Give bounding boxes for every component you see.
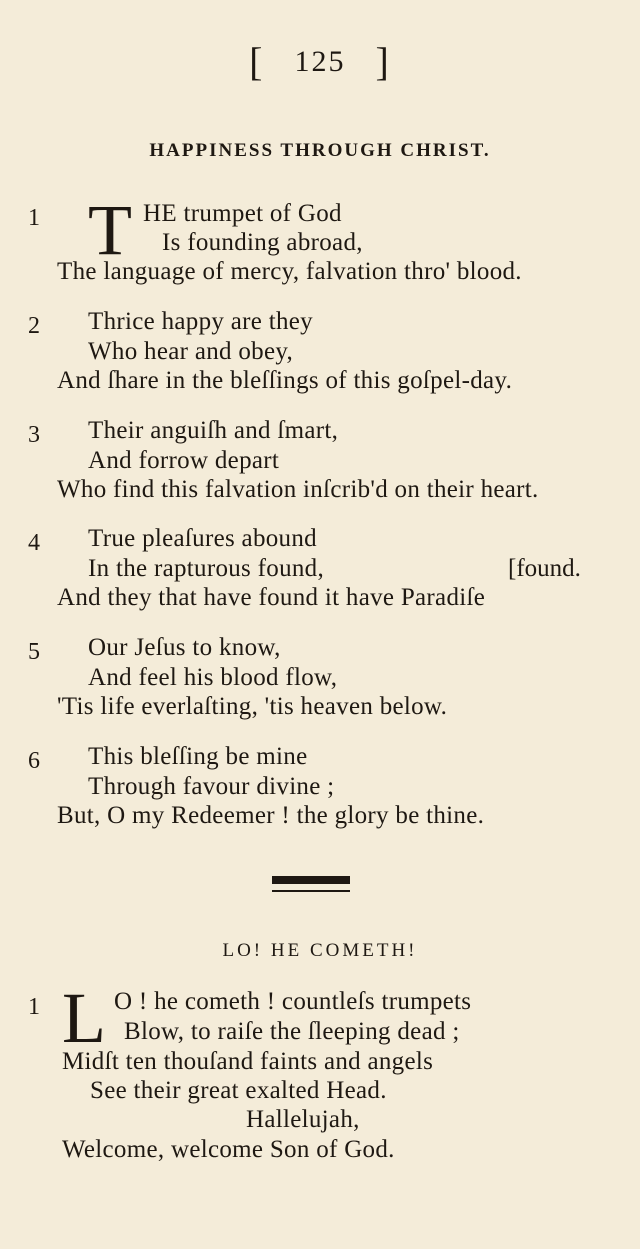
drop-cap: T	[88, 190, 132, 270]
verse-line: Who hear and obey,	[88, 338, 294, 365]
ornamental-rule	[272, 876, 350, 892]
verse-number: 1	[28, 205, 40, 231]
carry-over-word: [found.	[508, 555, 581, 582]
verse-number: 4	[28, 530, 40, 556]
verse-line: The language of mercy, falvation thro' blood.	[57, 258, 522, 285]
page-number	[0, 38, 640, 85]
verse-line: 'Tis life everlaſting, 'tis heaven below.	[57, 693, 448, 720]
verse-line: True pleaſures abound	[88, 525, 317, 552]
verse-line: Blow, to raiſe the ſleeping dead ;	[124, 1018, 460, 1045]
right-bracket: ]	[375, 39, 391, 84]
hymn1-title: HAPPINESS THROUGH CHRIST.	[149, 140, 491, 161]
page-number-value: 125	[294, 45, 346, 78]
drop-cap: L	[62, 978, 106, 1058]
verse-line: Hallelujah,	[246, 1106, 360, 1133]
verse-line: Who find this falvation inſcrib'd on their heart.	[57, 476, 539, 503]
verse-line: See their great exalted Head.	[90, 1077, 387, 1104]
verse-number: 1	[28, 994, 40, 1020]
verse-line: Through favour divine ;	[88, 773, 335, 800]
verse-line: Midſt ten thouſand faints and angels	[62, 1048, 434, 1075]
verse-line: Welcome, welcome Son of God.	[62, 1136, 395, 1163]
verse-number: 3	[28, 422, 40, 448]
verse-number: 5	[28, 639, 40, 665]
verse-line: And forrow depart	[88, 447, 280, 474]
verse-line: In the rapturous found,	[88, 555, 325, 582]
verse-line: This bleſſing be mine	[88, 743, 308, 770]
verse-line: But, O my Redeemer ! the glory be thine.	[57, 802, 485, 829]
verse-line: Thrice happy are they	[88, 308, 313, 335]
verse-line: And feel his blood flow,	[88, 664, 338, 691]
verse-number: 6	[28, 748, 40, 774]
verse-line: Their anguiſh and ſmart,	[88, 417, 339, 444]
verse-line: O ! he cometh ! countleſs trumpets	[114, 988, 472, 1015]
left-bracket: [	[249, 39, 265, 84]
verse-line: Is founding abroad,	[162, 229, 363, 256]
verse-line: HE trumpet of God	[143, 200, 342, 227]
verse-line: And they that have found it have Paradiſe	[57, 584, 486, 611]
verse-number: 2	[28, 313, 40, 339]
hymn2-title: LO! HE COMETH!	[222, 940, 418, 961]
verse-line: And ſhare in the bleſſings of this goſpel-day.	[57, 367, 513, 394]
verse-line: Our Jeſus to know,	[88, 634, 281, 661]
